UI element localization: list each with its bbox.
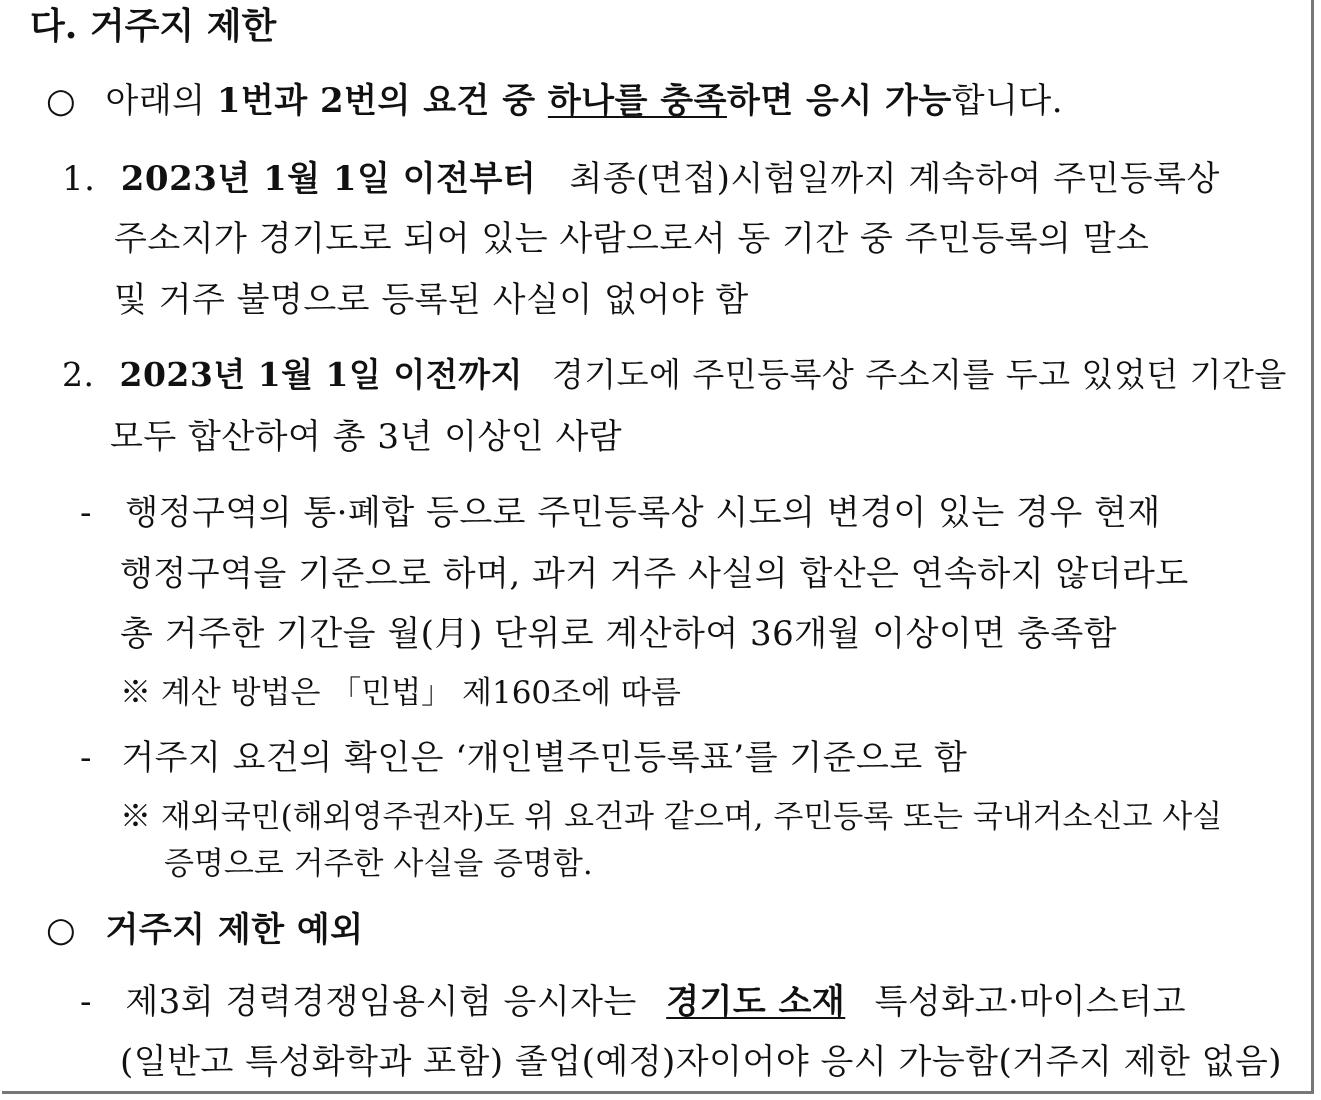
exception-post: 특성화고·마이스터고 [874, 982, 1186, 1022]
note1-sub: ※ 계산 방법은 「민법」 제160조에 따름 [120, 675, 681, 711]
item2-number: 2. [62, 355, 95, 394]
exception-line1 [80, 982, 1186, 1022]
intro-underlined: 하나를 충족 [547, 81, 727, 121]
item2-line1 [62, 355, 1287, 394]
note2-dash: - [80, 738, 92, 778]
intro-bold1: 1번과 2번의 요건 중 [216, 81, 548, 121]
item1-line3: 및 거주 불명으로 등록된 사실이 없어야 함 [114, 280, 749, 320]
item1-line1 [62, 159, 1292, 199]
intro-pre: 아래의 [105, 81, 217, 121]
note1-dash: - [80, 493, 92, 533]
note2-sub2: 증명으로 거주한 사실을 증명함. [164, 846, 593, 882]
note2-sub1: ※ 재외국민(해외영주권자)도 위 요건과 같으며, 주민등록 또는 국내거소신고 사실 [120, 799, 1223, 835]
note1-text1: 행정구역의 통·폐합 등으로 주민등록상 시도의 변경이 있는 경우 현재 [125, 493, 1161, 533]
note1-line1 [80, 493, 1161, 533]
exception-title-line [46, 910, 364, 950]
section-heading: 다. 거주지 제한 [30, 5, 277, 47]
intro-post: 합니다. [951, 81, 1064, 121]
intro-line [46, 81, 1064, 121]
exception-underlined: 경기도 소재 [666, 982, 846, 1022]
note1-line2: 행정구역을 기준으로 하며, 과거 거주 사실의 합산은 연속하지 않더라도 [120, 554, 1189, 594]
item1-rest: 최종(면접)시험일까지 계속하여 주민등록상 [569, 159, 1220, 199]
note2-line1 [80, 738, 968, 778]
item1-line2: 주소지가 경기도로 되어 있는 사람으로서 동 기간 중 주민등록의 말소 [114, 219, 1150, 259]
exception-dash: - [80, 982, 92, 1022]
exception-title: 거주지 제한 예외 [105, 910, 364, 950]
item1-bold: 2023년 1월 1일 이전부터 [120, 159, 537, 199]
exception-line2: (일반고 특성화학과 포함) 졸업(예정)자이어야 응시 가능함(거주지 제한 없음) [120, 1042, 1283, 1082]
circle-bullet-icon: ○ [46, 81, 77, 121]
circle-bullet-icon: ○ [46, 910, 77, 950]
note2-text1: 거주지 요건의 확인은 ‘개인별주민등록표’를 기준으로 함 [121, 738, 968, 778]
item2-line2: 모두 합산하여 총 3년 이상인 사람 [110, 417, 623, 457]
note1-line3: 총 거주한 기간을 월(月) 단위로 계산하여 36개월 이상이면 충족함 [120, 614, 1118, 654]
item1-number: 1. [62, 159, 96, 199]
item2-rest: 경기도에 주민등록상 주소지를 두고 있었던 기간을 [551, 355, 1287, 394]
exception-pre: 제3회 경력경쟁임용시험 응시자는 [125, 982, 637, 1022]
item2-bold: 2023년 1월 1일 이전까지 [119, 355, 523, 394]
intro-bold2: 하면 응시 가능 [726, 81, 952, 121]
